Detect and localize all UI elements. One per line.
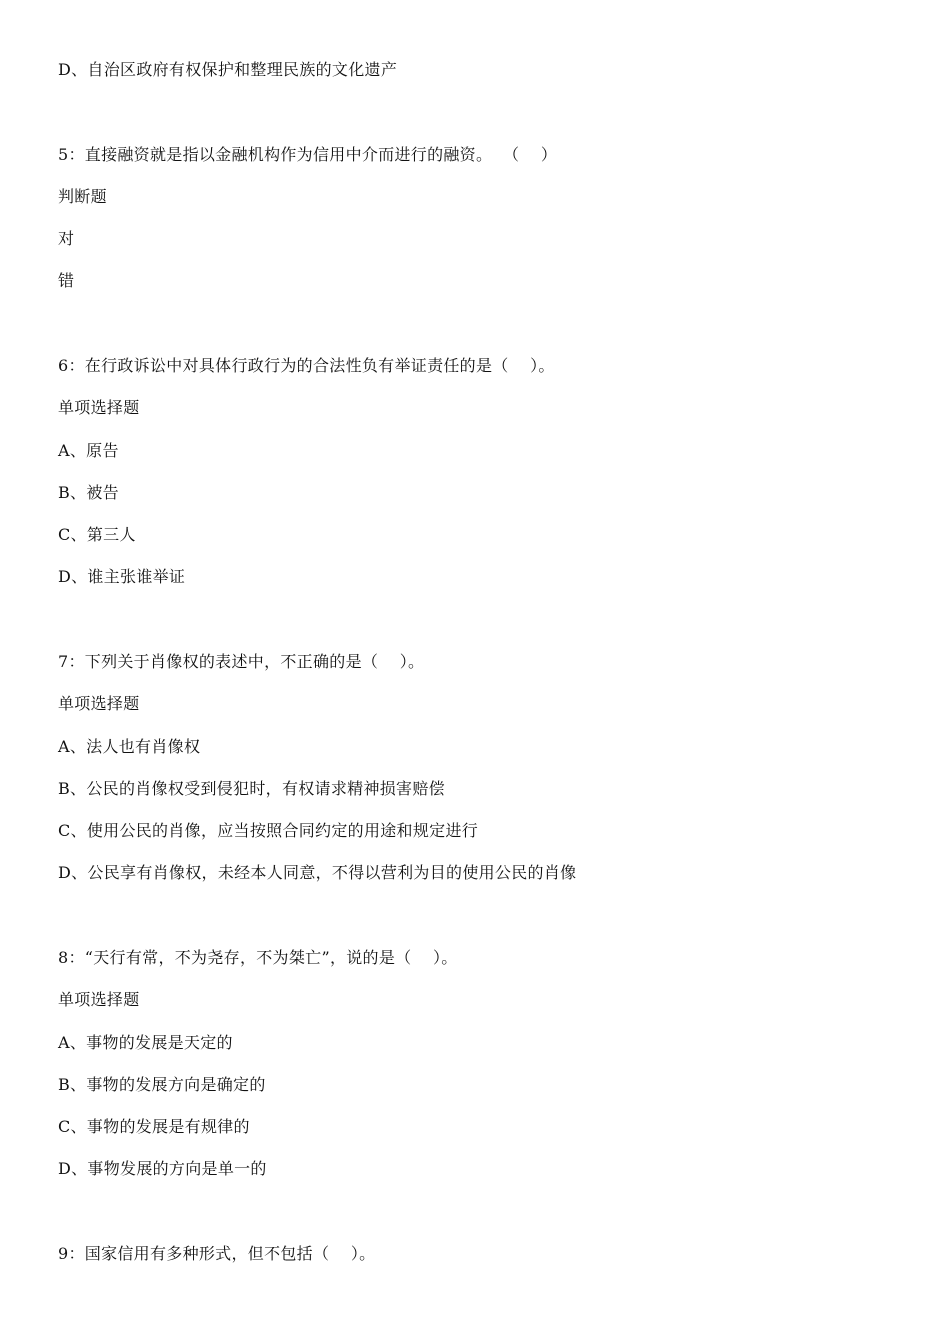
q8-option-b: B、事物的发展方向是确定的 xyxy=(58,1075,266,1094)
q8-question: 8：“天行有常，不为尧存，不为桀亡”，说的是（ ）。 xyxy=(58,948,458,967)
q9-question: 9：国家信用有多种形式，但不包括（ ）。 xyxy=(58,1244,376,1263)
q5-option-false: 错 xyxy=(58,271,75,290)
q8-option-c: C、事物的发展是有规律的 xyxy=(58,1117,250,1136)
q6-option-a: A、原告 xyxy=(58,441,119,460)
q7-option-b: B、公民的肖像权受到侵犯时，有权请求精神损害赔偿 xyxy=(58,779,445,798)
q6-option-b: B、被告 xyxy=(58,483,119,502)
q8-option-a: A、事物的发展是天定的 xyxy=(58,1033,233,1052)
q8-type: 单项选择题 xyxy=(58,990,140,1009)
q6-option-d: D、谁主张谁举证 xyxy=(58,567,186,586)
q7-option-d: D、公民享有肖像权，未经本人同意，不得以营利为目的使用公民的肖像 xyxy=(58,863,577,882)
q6-question: 6：在行政诉讼中对具体行政行为的合法性负有举证责任的是（ ）。 xyxy=(58,356,555,375)
q5-question: 5：直接融资就是指以金融机构作为信用中介而进行的融资。 （ ） xyxy=(58,145,558,164)
q4-option-d: D、自治区政府有权保护和整理民族的文化遗产 xyxy=(58,60,398,79)
q5-type: 判断题 xyxy=(58,187,107,206)
q7-question: 7：下列关于肖像权的表述中，不正确的是（ ）。 xyxy=(58,652,425,671)
q6-type: 单项选择题 xyxy=(58,398,140,417)
q7-option-a: A、法人也有肖像权 xyxy=(58,737,201,756)
q8-option-d: D、事物发展的方向是单一的 xyxy=(58,1159,267,1178)
q6-option-c: C、第三人 xyxy=(58,525,136,544)
q7-type: 单项选择题 xyxy=(58,694,140,713)
q7-option-c: C、使用公民的肖像，应当按照合同约定的用途和规定进行 xyxy=(58,821,479,840)
q5-option-true: 对 xyxy=(58,229,75,248)
